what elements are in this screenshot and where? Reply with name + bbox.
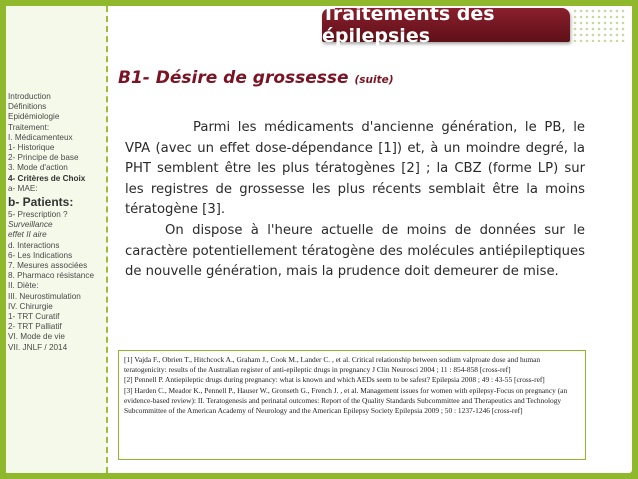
sidebar-item-historique[interactable]: 1- Historique — [8, 143, 55, 153]
sidebar-item-patients[interactable]: b- Patients: — [8, 195, 74, 210]
slide-body — [125, 118, 585, 283]
sidebar-item-indications[interactable]: 6- Les Indications — [8, 250, 73, 260]
sidebar-item-diete[interactable]: II. Diète: — [8, 281, 39, 291]
slide-title-text: B1- Désire de grossesse — [118, 68, 349, 88]
sidebar-item-trt-palliatif[interactable]: 2- TRT Palliatif — [8, 322, 62, 332]
reference-1: [1] Vajda F., Obrien T., Hitchcock A., Graham J., Cook M., Lander C. , et al. Critical relationship between sodium valproate dose and human teratogenicity: results of the Australian register of anti-epileptic drugs in pregnancy J Clin Neurosci 2004 ; 11 : 854-858 [cross-ref] — [124, 355, 541, 375]
body-paragraph-1: Parmi les médicaments d'ancienne génération, le PB, le VPA (avec un effet dose-dépendance [1]) et, à un moindre degré, la PHT semblent être les plus tératogènes [2] ; la CBZ (forme LP) sur les registres de grossesse les plus récents semblait être la moins tératogène [3]. — [125, 120, 585, 218]
sidebar-item-jnlf[interactable]: VII. JNLF / 2014 — [8, 342, 68, 352]
references-box — [118, 350, 586, 460]
sidebar-item-traitement[interactable]: Traitement: — [8, 122, 50, 132]
sidebar-item-chirurgie[interactable]: IV. Chirurgie — [8, 301, 53, 311]
header-title: Traitements des épilepsies — [322, 8, 570, 42]
sidebar — [6, 6, 108, 473]
sidebar-item-pharmaco[interactable]: 8. Pharmaco résistance — [8, 271, 95, 281]
sidebar-item-medicamenteux[interactable]: I. Médicamenteux — [8, 132, 73, 142]
sidebar-item-mode-action[interactable]: 3. Mode d'action — [8, 163, 68, 173]
slide-title-suffix: (suite) — [354, 74, 394, 86]
sidebar-item-mesures[interactable]: 7. Mesures associées — [8, 261, 88, 271]
body-paragraph-2: On dispose à l'heure actuelle de moins de données sur le caractère potentiellement tératogène des molécules antiépileptiques de nouvelle génération, mais la prudence doit demeurer de mise. — [125, 222, 585, 280]
sidebar-item-mode-de-vie[interactable]: VI. Mode de vie — [8, 332, 65, 342]
slide-title — [118, 68, 394, 88]
sidebar-list — [8, 92, 104, 353]
sidebar-item-surveillance[interactable]: Surveillance — [8, 220, 53, 230]
decorative-dots — [572, 8, 626, 42]
sidebar-item-principe[interactable]: 2- Principe de base — [8, 153, 79, 163]
sidebar-item-effet[interactable]: effet II aire — [8, 230, 47, 240]
sidebar-item-introduction[interactable]: Introduction — [8, 92, 51, 101]
sidebar-item-neurostimulation[interactable]: III. Neurostimulation — [8, 291, 81, 301]
sidebar-item-criteres[interactable]: 4- Critères de Choix — [8, 173, 86, 183]
sidebar-item-definitions[interactable]: Définitions — [8, 102, 47, 112]
sidebar-item-trt-curatif[interactable]: 1- TRT Curatif — [8, 312, 60, 322]
sidebar-item-interactions[interactable]: d. Interactions — [8, 240, 60, 250]
sidebar-item-mae[interactable]: a- MAE: — [8, 183, 38, 193]
sidebar-item-prescription[interactable]: 5- Prescription ? — [8, 210, 68, 220]
sidebar-item-epidemiologie[interactable]: Epidémiologie — [8, 112, 60, 122]
reference-2: [2] Pennell P. Antiepileptic drugs during pregnancy: what is known and which AEDs seem to be safest? Epilepsia 2008 ; 49 : 43-55 [cross-ref] — [124, 375, 545, 385]
slide-frame — [6, 3, 632, 473]
reference-3: [3] Harden C., Meador K., Pennell P., Hauser W., Gronseth G., French J. , et al. Management issues for women with epilepsy-Focus on pregnancy (an evidence-based review): II. Teratogenesis and perinatal outcomes: Report of the Quality Standards Subcommittee and Therapeutics and Technology Subcommittee of the American Academy of Neurology and the American Epilepsy Society Epilepsia 2009 ; 50 : 1237-1246 [cross-ref] — [124, 385, 568, 416]
